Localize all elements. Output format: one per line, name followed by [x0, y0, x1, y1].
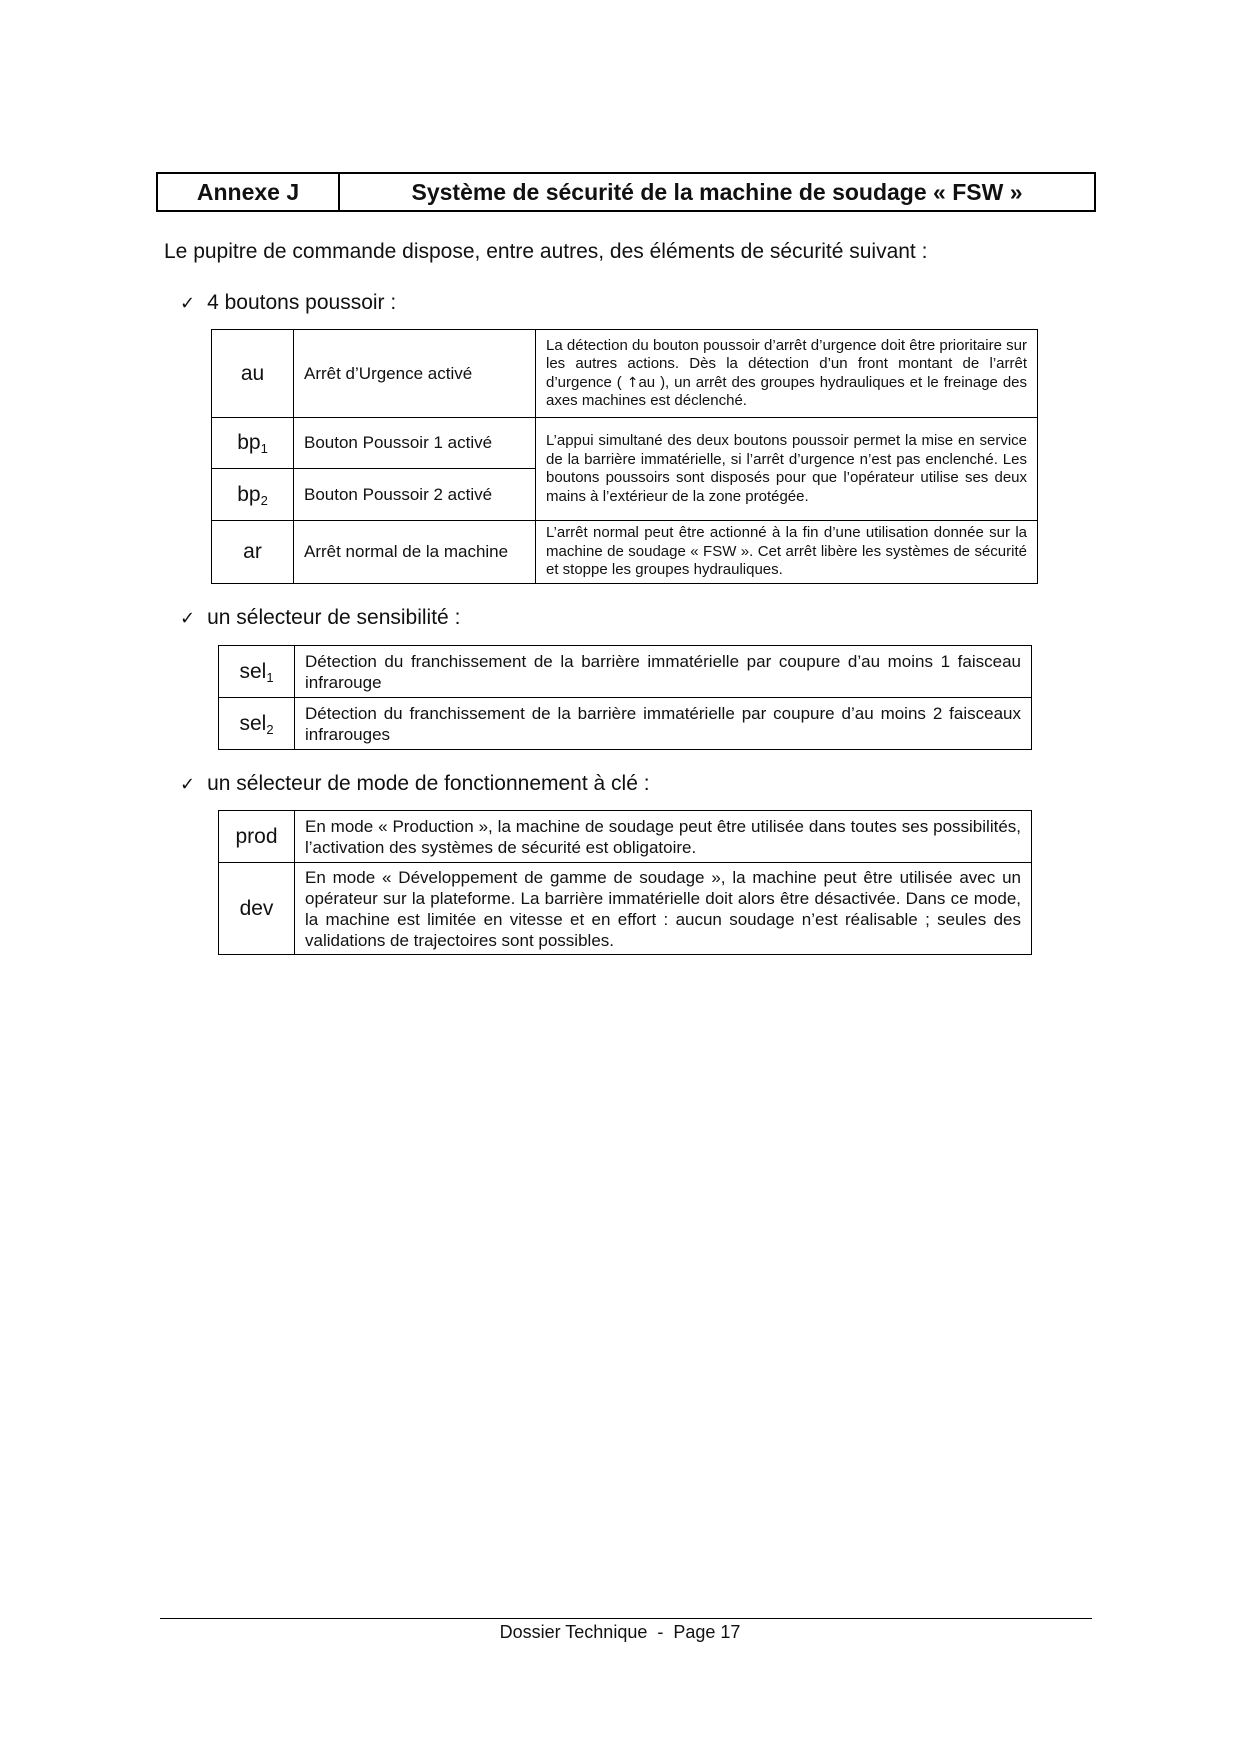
footer-rule	[160, 1618, 1092, 1619]
description-cell: L’appui simultané des deux boutons poussoir permet la mise en service de la barrière immatérielle, si l’arrêt d’urgence n’est pas enclenché. Les boutons poussoirs sont disposés pour que l’opérateur utilise ses deux mains à l’extérieur de la zone protégée.	[536, 418, 1038, 521]
checkmark-icon: ✓	[180, 292, 196, 314]
description-cell: L’arrêt normal peut être actionné à la fin d’une utilisation donnée sur la machine de soudage « FSW ». Cet arrêt libère les systèmes de sécurité et stoppe les groupes hydrauliques.	[536, 521, 1038, 584]
description-cell: En mode « Développement de gamme de soudage », la machine peut être utilisée avec un opérateur sur la plateforme. La barrière immatérielle doit alors être désactivée. Dans ce mode, la machine est limitée en vitesse et en effort : aucun soudage n’est réalisable ; seules des validations de trajectoires sont possibles.	[295, 863, 1032, 955]
section-heading-text: un sélecteur de sensibilité :	[207, 606, 461, 629]
symbol-cell: prod	[219, 811, 295, 863]
buttons-table	[211, 329, 1038, 584]
rising-edge-icon: ↑	[626, 374, 639, 391]
symbol-cell: $bp_1$	[212, 418, 294, 469]
page-footer: Dossier Technique - Page 17	[499, 1622, 741, 1642]
symbol-cell: sel$_2$	[219, 698, 295, 750]
label-cell: Arrêt d’Urgence activé	[294, 330, 536, 418]
table-row	[212, 521, 1038, 584]
section-heading-text: 4 boutons poussoir :	[207, 291, 397, 314]
annex-header	[156, 172, 1096, 212]
checkmark-icon: ✓	[180, 607, 196, 629]
table-row	[219, 646, 1032, 698]
annex-title: Système de sécurité de la machine de soudage « FSW »	[411, 178, 1023, 205]
symbol-cell: dev	[219, 863, 295, 955]
symbol-cell: $bp_2$	[212, 469, 294, 521]
annex-label: Annexe J	[158, 174, 340, 210]
section-mode-heading	[180, 772, 650, 796]
label-cell: Arrêt normal de la machine	[294, 521, 536, 584]
description-cell: Détection du franchissement de la barrière immatérielle par coupure d’au moins 2 faisceaux infrarouges	[295, 698, 1032, 750]
description-cell: La détection du bouton poussoir d’arrêt d’urgence doit être prioritaire sur les autres actions. Dès la détection d’un front montant de l’arrêt d’urgence ( ↑au ), un arrêt des groupes hydrauliques et le freinage des axes machines est déclenché.	[536, 330, 1038, 418]
table-row	[219, 863, 1032, 955]
section-buttons-heading	[180, 291, 396, 315]
section-sensitivity-heading	[180, 606, 460, 630]
description-cell: En mode « Production », la machine de soudage peut être utilisée dans toutes ses possibilités, l’activation des systèmes de sécurité est obligatoire.	[295, 811, 1032, 863]
symbol-cell: au	[212, 330, 294, 418]
table-row	[219, 698, 1032, 750]
checkmark-icon: ✓	[180, 773, 196, 795]
intro-paragraph: Le pupitre de commande dispose, entre autres, des éléments de sécurité suivant :	[164, 240, 928, 263]
table-row	[212, 418, 1038, 469]
table-row	[212, 330, 1038, 418]
symbol-cell: ar	[212, 521, 294, 584]
mode-table	[218, 810, 1032, 955]
description-cell: Détection du franchissement de la barrière immatérielle par coupure d’au moins 1 faisceau infrarouge	[295, 646, 1032, 698]
table-row	[219, 811, 1032, 863]
label-cell: Bouton Poussoir 1 activé	[294, 418, 536, 469]
label-cell: Bouton Poussoir 2 activé	[294, 469, 536, 521]
section-heading-text: un sélecteur de mode de fonctionnement à clé :	[207, 772, 650, 795]
sensitivity-table	[218, 645, 1032, 750]
symbol-cell: sel$_1$	[219, 646, 295, 698]
